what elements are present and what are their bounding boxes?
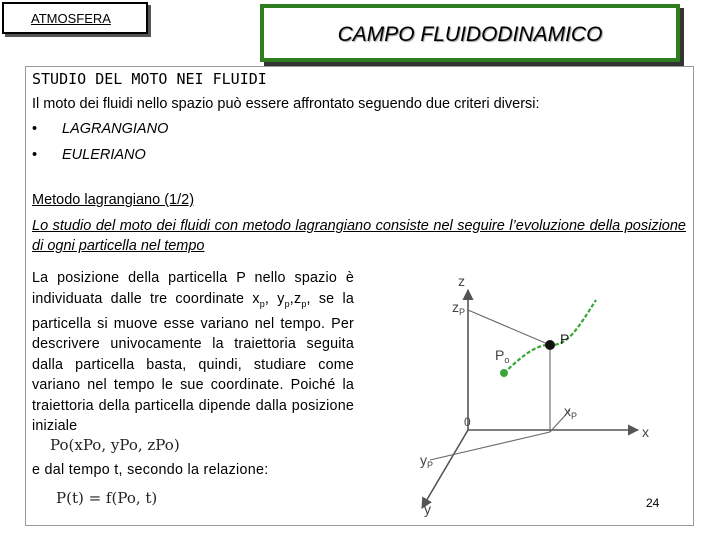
x-axis-label: x [642,424,649,440]
bullet-icon: • [32,147,38,163]
P-label: P [560,331,570,347]
point-Po [500,369,508,377]
origin-label: 0 [464,415,471,429]
z-projection-line [468,310,550,345]
coordinate-diagram [400,270,690,520]
section-heading: STUDIO DEL MOTO NEI FLUIDI [32,70,267,88]
trajectory-relation-formula: P(t) = f(Po, t) [56,489,158,507]
slide-title: CAMPO FLUIDODINAMICO [337,23,603,46]
yp-label: $y_P$ [420,452,434,470]
description-paragraph [32,268,354,437]
initial-position-formula: Po(xPo, yPo, zPo) [50,436,180,454]
page-number: 24 [646,496,660,510]
section-tag [2,2,148,34]
criterion-label: LAGRANGIANO [62,121,169,137]
para-sep-2: ,z [289,290,302,307]
para-text-1: La posizione della particella P nello spazio è individuata dalle tre coordinate x [32,270,354,307]
intro-text: Il moto dei fluidi nello spazio può essere affrontato seguendo due criteri diversi: [32,96,540,112]
subscript: p [284,298,290,309]
ground-projection-line [430,432,550,460]
z-axis-label: z [458,273,465,289]
xp-label: $x_P$ [564,403,578,421]
y-axis-label: y [424,501,431,517]
subscript: p [259,298,265,309]
para-sep-1: , y [264,290,285,307]
method-heading: Metodo lagrangiano (1/2) [32,192,195,208]
bullet-icon: • [32,121,38,137]
point-P [545,340,555,350]
slide-title-banner [260,4,680,62]
para-text-2: , se la particella si muove esse variano nel tempo. Per descrivere univocamente la traiettoria seguita dalla particella basta, quindi, studiare come variano nel tempo le sue coordinate. Poiché la traiettoria della particella dipende dalla posizione iniziale [32,290,354,435]
Po-label: $P_o$ [495,347,510,365]
time-relation-text: e dal tempo t, secondo la relazione: [32,462,269,478]
zp-label: $z_P$ [452,299,466,317]
subscript: p [301,298,307,309]
method-definition: Lo studio del moto dei fluidi con metodo lagrangiano consiste nel seguire l’evoluzione della posizione di ogni particella nel tempo [32,218,686,254]
criterion-label: EULERIANO [62,147,146,163]
section-tag-label: ATMOSFERA [31,11,111,26]
